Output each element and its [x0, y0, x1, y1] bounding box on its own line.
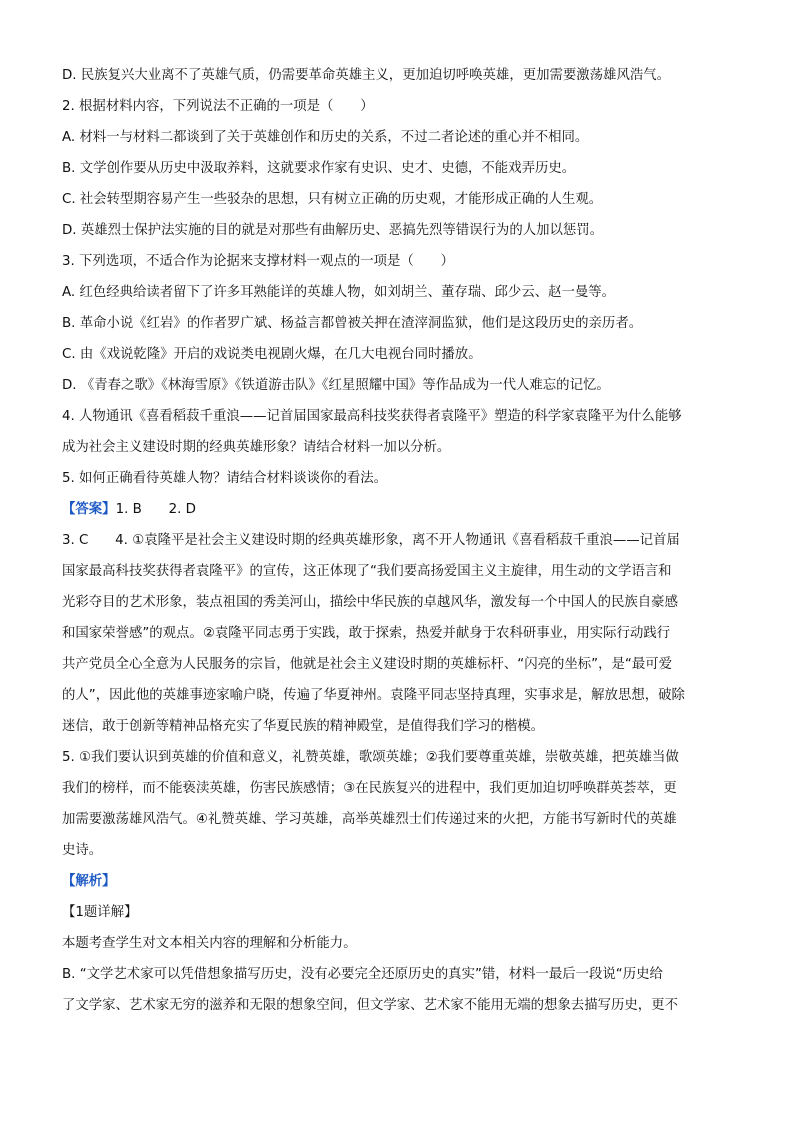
option-2a: A. 材料一与材料二都谈到了关于英雄创作和历史的关系，不过二者论述的重心并不相同。: [62, 130, 589, 145]
analysis-line: 了文学家、艺术家无穷的滋养和无限的想象空间，但文学家、艺术家不能用无端的想象去描写历史，更不: [62, 998, 678, 1013]
question-4: 4. 人物通讯《喜看稻菽千重浪——记首届国家最高科技奖获得者袁隆平》塑造的科学家袁隆平为什么能够: [62, 409, 682, 424]
answer-line: 光彩夺目的艺术形象，装点祖国的秀美河山，描绘中华民族的卓越风华，激发每一个中国人的民族自豪感: [62, 595, 678, 610]
option-2b: B. 文学创作要从历史中汲取养料，这就要求作家有史识、史才、史德，不能戏弄历史。: [62, 161, 576, 176]
analysis-intro: 本题考查学生对文本相关内容的理解和分析能力。: [62, 936, 357, 951]
analysis-line: B. “文学艺术家可以凭借想象描写历史，没有必要完全还原历史的真实”错，材料一最后一段说“历史给: [62, 967, 663, 982]
answer-line: 共产党员全心全意为人民服务的宗旨，他就是社会主义建设时期的英雄标杆、“闪亮的坐标”，是“最可爱: [62, 657, 672, 672]
answer-label: 【答案】: [62, 502, 116, 517]
option-3c: C. 由《戏说乾隆》开启的戏说类电视剧火爆，在几大电视台同时播放。: [62, 347, 482, 362]
answer-line: 的人”，因此他的英雄事迹家喻户晓，传遍了华夏神州。袁隆平同志坚持真理，实事求是，解放思想，破除: [62, 688, 685, 703]
answer-first: 1. B 2. D: [115, 502, 196, 517]
answer-header: [62, 494, 734, 525]
analysis-label: 【解析】: [62, 874, 116, 889]
option-2d: D. 英雄烈士保护法实施的目的就是对那些有曲解历史、恶搞先烈等错误行为的人加以惩罚。: [62, 223, 604, 238]
option-3b: B. 革命小说《红岩》的作者罗广斌、杨益言都曾被关押在渣滓洞监狱，他们是这段历史的亲历者。: [62, 316, 643, 331]
question-3: 3. 下列选项，不适合作为论据来支撑材料一观点的一项是（ ）: [62, 254, 454, 269]
option-2c: C. 社会转型期容易产生一些驳杂的思想，只有树立正确的历史观，才能形成正确的人生观。: [62, 192, 603, 207]
question-4-cont: 成为社会主义建设时期的经典英雄形象？请结合材料一加以分析。: [62, 440, 451, 455]
question-2: 2. 根据材料内容，下列说法不正确的一项是（ ）: [62, 99, 374, 114]
answer-line: 史诗。: [62, 843, 103, 858]
answer-line: 迷信，敢于创新等精神品格充实了华夏民族的精神殿堂，是值得我们学习的楷模。: [62, 719, 545, 734]
question-5: 5. 如何正确看待英雄人物？请结合材料谈谈你的看法。: [62, 471, 388, 486]
analysis-sub-label: 【1题详解】: [62, 905, 138, 920]
text-line: D. 民族复兴大业离不了英雄气质，仍需要革命英雄主义，更加迫切呼唤英雄，更加需要激荡雄风浩气。: [62, 68, 671, 83]
answer-line: 我们的榜样，而不能亵渎英雄，伤害民族感情；③在民族复兴的进程中，我们更加迫切呼唤群英荟萃，更: [62, 781, 677, 796]
option-3a: A. 红色经典给读者留下了许多耳熟能详的英雄人物，如刘胡兰、董存瑞、邱少云、赵一曼等。: [62, 285, 616, 300]
option-3d: D. 《青春之歌》《林海雪原》《铁道游击队》《红星照耀中国》等作品成为一代人难忘的记忆。: [62, 378, 610, 393]
document-page: [62, 60, 734, 1021]
answer-line: 3. C 4. ①袁隆平是社会主义建设时期的经典英雄形象，离不开人物通讯《喜看稻菽千重浪——记首届: [62, 533, 680, 548]
answer-line: 5. ①我们要认识到英雄的价值和意义，礼赞英雄，歌颂英雄；②我们要尊重英雄，崇敬英雄，把英雄当做: [62, 750, 679, 765]
answer-line: 加需要激荡雄风浩气。④礼赞英雄、学习英雄，高举英雄烈士们传递过来的火把，方能书写新时代的英雄: [62, 812, 677, 827]
answer-line: 国家最高科技奖获得者袁隆平》的宣传，这正体现了“我们要高扬爱国主义主旋律，用生动的文学语言和: [62, 564, 672, 579]
answer-line: 和国家荣誉感”的观点。②袁隆平同志勇于实践，敢于探索，热爱并献身于农科研事业，用实际行动践行: [62, 626, 671, 641]
